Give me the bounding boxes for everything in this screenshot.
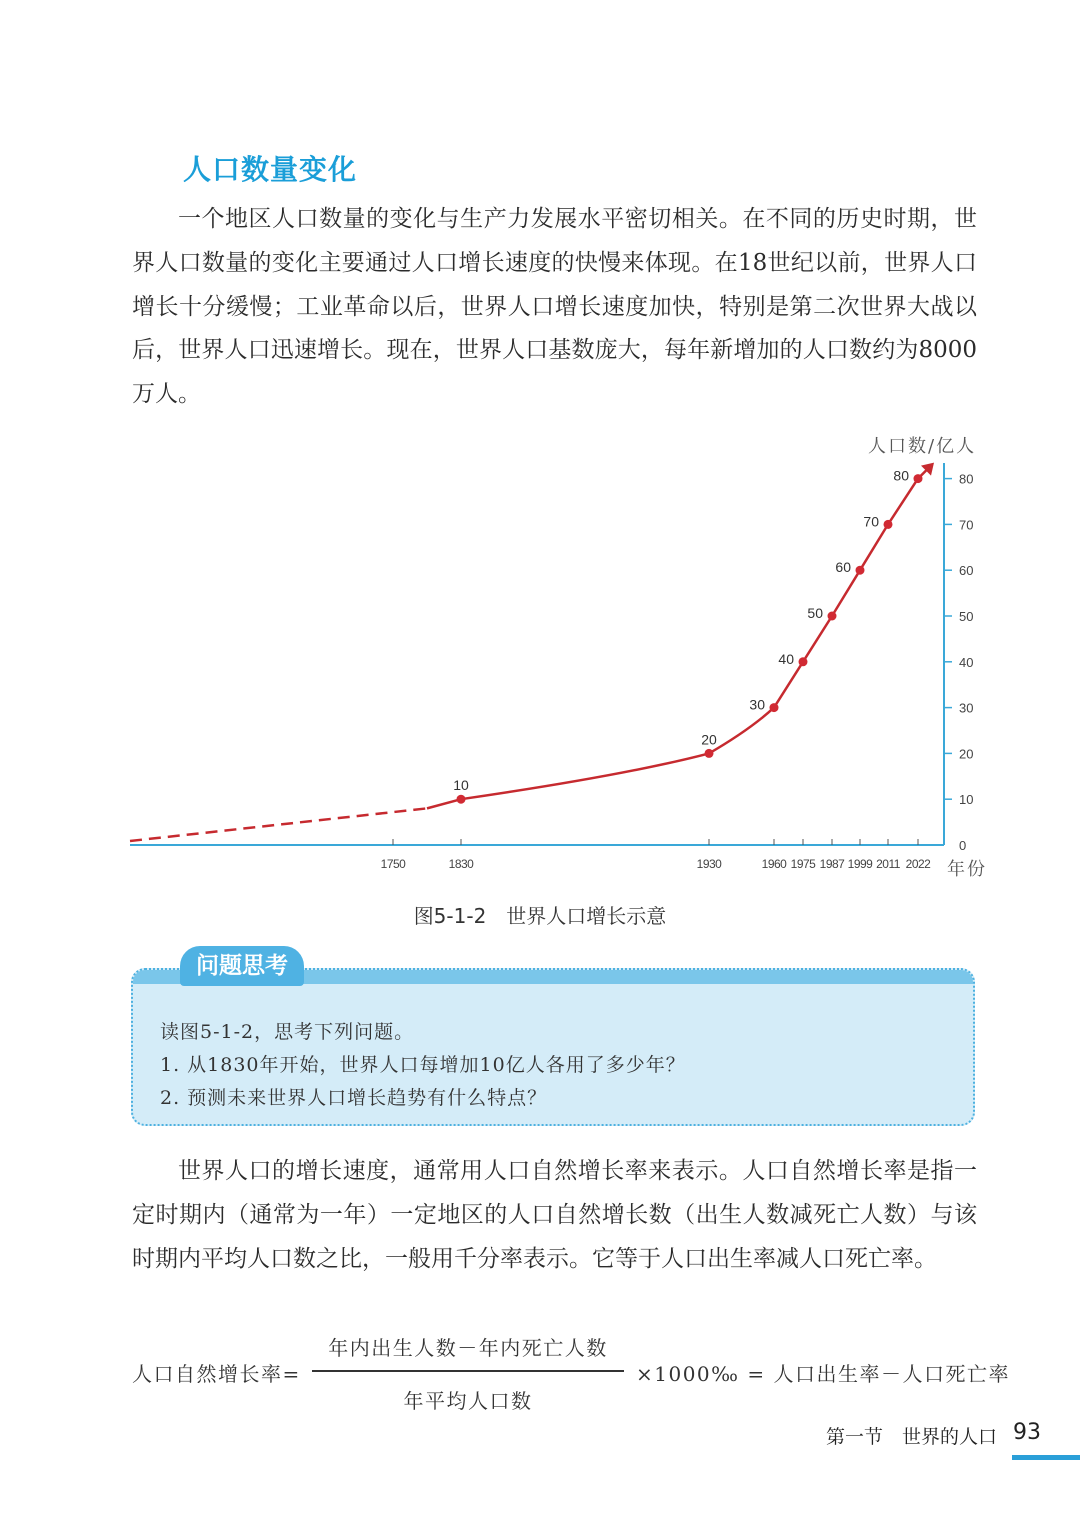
y-tick-label: 30: [959, 700, 974, 716]
x-tick-label: 1930: [696, 857, 722, 871]
page-number: 93: [1013, 1420, 1041, 1445]
y-tick-label: 0: [959, 838, 967, 853]
chart-axes: [130, 436, 987, 880]
chart-caption: 图5-1-2 世界人口增长示意: [413, 904, 667, 928]
x-axis-label: 年份: [947, 859, 987, 880]
formula-denominator: 年平均人口数: [403, 1389, 533, 1413]
data-point: [884, 520, 893, 529]
formula-lhs: 人口自然增长率=: [132, 1362, 301, 1386]
question-tag: 问题思考: [180, 946, 304, 986]
question-1: 1. 从1830年开始，世界人口每增加10亿人各用了多少年？: [160, 1054, 686, 1076]
y-tick-label: 20: [959, 746, 974, 762]
data-point: [799, 657, 808, 666]
data-label: 50: [807, 605, 823, 621]
population-line: [427, 467, 930, 809]
x-tick-label: 2022: [905, 857, 931, 871]
data-point: [705, 749, 714, 758]
footer-bar: [1012, 1455, 1080, 1460]
data-label: 30: [749, 696, 765, 713]
x-tick-label: 1999: [847, 857, 873, 871]
growth-rate-paragraph: 世界人口的增长速度，通常用人口自然增长率来表示。人口自然增长率是指一定时期内（通常为一年）一定地区的人口自然增长数（出生人数减死亡人数）与该时期内平均人口数之比，一般用千分率表示。它等于人口出生率减人口死亡率。: [132, 1158, 977, 1272]
y-axis-label: 人口数/亿人: [868, 436, 977, 457]
data-label: 20: [701, 731, 717, 748]
intro-paragraph: 一个地区人口数量的变化与生产力发展水平密切相关。在不同的历史时期，世界人口数量的变化主要通过人口增长速度的快慢来体现。在18世纪以前，世界人口增长十分缓慢；工业革命以后，世界人口增长速度加快，特别是第二次世界大战以后，世界人口迅速增长。现在，世界人口基数庞大，每年新增加的人口数约为8000万人。: [132, 206, 977, 408]
y-tick-label: 10: [959, 792, 974, 808]
trend-dashed-line: [130, 808, 427, 841]
section-title: 人口数量变化: [183, 153, 358, 186]
data-label: 80: [893, 467, 909, 484]
data-label: 70: [863, 513, 879, 530]
data-point: [914, 474, 923, 483]
x-tick-label: 1987: [819, 857, 845, 871]
population-chart: [0, 425, 1080, 895]
y-tick-label: 40: [959, 654, 974, 670]
y-tick-label: 80: [959, 471, 974, 487]
y-tick-label: 70: [959, 517, 974, 533]
formula-fraction-bar: [312, 1370, 624, 1372]
chart-points: [453, 468, 922, 804]
x-tick-label: 1960: [761, 857, 787, 871]
question-2: 2. 预测未来世界人口增长趋势有什么特点？: [160, 1087, 548, 1109]
footer-section: 第一节 世界的人口: [826, 1426, 998, 1448]
data-label: 40: [778, 650, 794, 667]
y-tick-label: 60: [959, 563, 974, 579]
formula-numerator: 年内出生人数－年内死亡人数: [328, 1336, 608, 1360]
x-tick-label: 1830: [448, 857, 474, 871]
data-label: 10: [453, 777, 469, 794]
data-point: [457, 795, 466, 804]
formula-rhs: ×1000‰ = 人口出生率－人口死亡率: [636, 1362, 1010, 1386]
x-tick-label: 2011: [876, 857, 900, 871]
y-tick-label: 50: [959, 609, 974, 624]
data-point: [856, 566, 865, 575]
data-point: [828, 612, 837, 621]
data-label: 60: [835, 559, 851, 576]
x-tick-label: 1750: [380, 857, 406, 871]
chart-lines: [130, 463, 934, 841]
data-point: [770, 703, 779, 712]
question-intro: 读图5-1-2，思考下列问题。: [160, 1021, 415, 1043]
x-tick-label: 1975: [790, 857, 816, 871]
